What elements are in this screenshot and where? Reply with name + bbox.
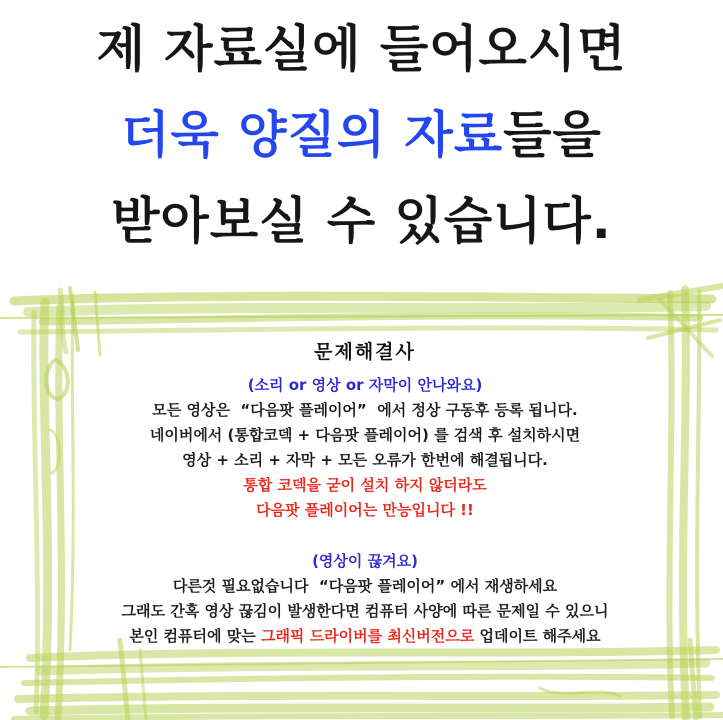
section1-line-3: 영상 + 소리 + 자막 + 모든 오류가 한번에 해결됩니다. — [182, 451, 548, 469]
headline-line-1: 제 자료실에 들어오시면 — [96, 20, 627, 78]
notice-title: 문제해결사 — [314, 341, 416, 363]
section1-line-1: 모든 영상은 “다음팟 플레이어” 에서 정상 구동후 등록 됩니다. — [152, 401, 578, 419]
section2-line-3 — [80, 624, 650, 649]
section1-line-2: 네이버에서 (통합코덱 + 다음팟 플레이어) 를 검색 후 설치하시면 — [149, 426, 581, 444]
section2-line-3-red: 그래픽 드라이버를 최신버전으로 — [260, 627, 475, 645]
section1-heading: (소리 or 영상 or 자막이 안나와요) — [247, 376, 483, 394]
section2-heading: (영상이 끊겨요) — [312, 552, 418, 570]
headline-line-2 — [0, 92, 723, 178]
headline-line-2-blue: 더욱 양질의 자료 — [121, 106, 504, 164]
section2-line-3-suffix: 업데이트 해주세요 — [474, 627, 601, 645]
section2-line-1: 다른것 필요없습니다 “다음팟 플레이어” 에서 재생하세요 — [172, 577, 558, 595]
section1-warning-1: 통합 코덱을 굳이 설치 하지 않더라도 — [243, 476, 487, 494]
section1-warning-2: 다음팟 플레이어는 만능입니다 !! — [256, 501, 474, 519]
headline-line-2-black: 들을 — [503, 106, 602, 164]
headline — [0, 6, 723, 264]
notice-body — [80, 340, 650, 649]
section2-line-3-prefix: 본인 컴퓨터에 맞는 — [129, 627, 261, 645]
section2-line-2: 그래도 간혹 영상 끊김이 발생한다면 컴퓨터 사양에 따른 문제일 수 있으니 — [121, 602, 609, 620]
headline-line-3: 받아보실 수 있습니다. — [111, 192, 612, 250]
